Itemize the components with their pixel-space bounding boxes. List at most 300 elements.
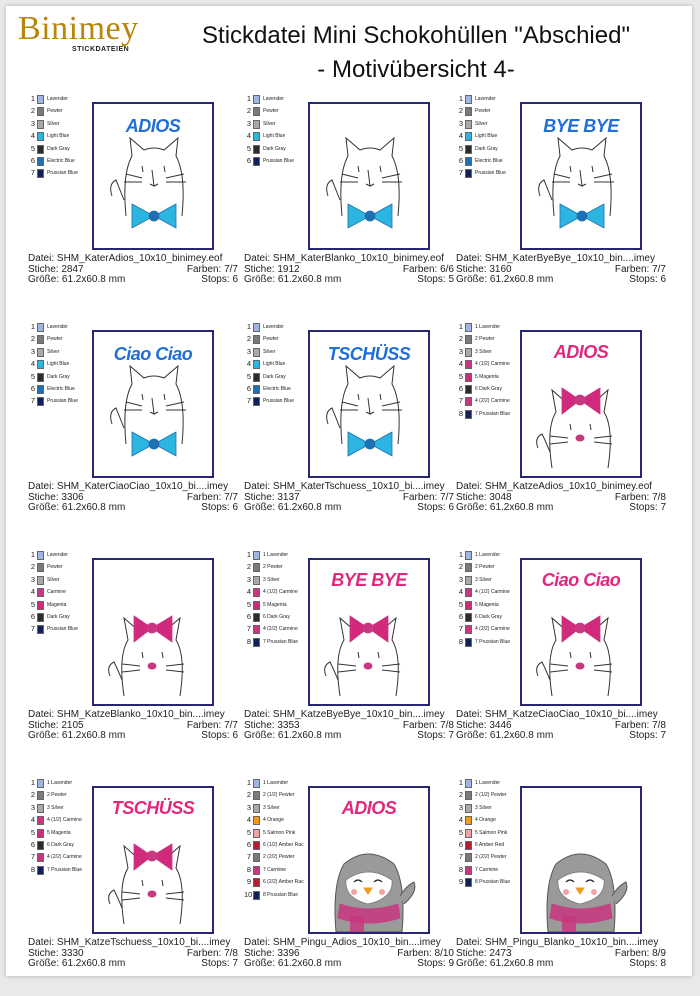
thread-number: 3	[246, 802, 251, 812]
thread-number: 4	[30, 587, 35, 597]
thread-swatch	[465, 348, 472, 357]
info-label: Stops:	[417, 730, 446, 741]
motif-word: TSCHÜSS	[327, 344, 411, 364]
thread-color-row	[244, 877, 314, 889]
thread-number: 2	[30, 562, 35, 572]
thread-name: 7 Carmine	[263, 866, 287, 873]
info-value: SHM_KaterCiaoCiao_10x10_bi....imey	[56, 481, 229, 492]
thread-color-row	[456, 600, 526, 612]
info-value: 61.2x60.8 mm	[489, 958, 554, 969]
thread-color-row	[244, 600, 314, 612]
info-value: 6	[232, 502, 238, 513]
embroidery-preview	[92, 330, 214, 478]
size-line-right	[629, 731, 666, 742]
thread-number: 6	[458, 155, 463, 165]
thread-color-row	[244, 322, 314, 334]
thread-color-row	[456, 94, 526, 106]
thread-number: 7	[246, 396, 251, 406]
thread-name: Electric Blue	[475, 157, 503, 164]
thread-swatch	[253, 335, 260, 344]
info-label: Stiche:	[244, 263, 275, 275]
thread-swatch	[465, 816, 472, 825]
info-value: 7/8	[440, 719, 454, 731]
thread-number: 7	[458, 396, 463, 406]
info-value: 3048	[489, 491, 512, 503]
thread-swatch	[465, 613, 472, 622]
info-value: 7	[660, 730, 666, 741]
thread-color-row	[456, 131, 526, 143]
thread-number: 7	[30, 624, 35, 634]
thread-color-row	[244, 384, 314, 396]
thread-name: Carmine	[47, 589, 66, 596]
design-info	[244, 482, 454, 514]
info-label: Stiche:	[244, 491, 275, 503]
thread-color-row	[28, 865, 98, 877]
thread-name: 7 Carmine	[475, 866, 499, 873]
design-card	[26, 90, 238, 312]
thread-name: Dark Gray	[47, 373, 70, 380]
thread-number: 8	[458, 636, 463, 646]
bow-tie-icon	[348, 204, 392, 228]
info-value: 6	[448, 502, 454, 513]
thread-number: 3	[458, 346, 463, 356]
thread-color-row	[456, 156, 526, 168]
thread-name: 2 Pewter	[263, 564, 283, 571]
thread-number: 2	[246, 790, 251, 800]
embroidery-preview	[308, 330, 430, 478]
thread-swatch	[253, 551, 260, 560]
design-card	[242, 774, 454, 996]
thread-name: 3 Silver	[263, 576, 280, 583]
thread-color-row	[456, 322, 526, 334]
thread-number: 4	[30, 359, 35, 369]
thread-number: 2	[458, 562, 463, 572]
thread-number: 7	[30, 852, 35, 862]
info-label: Größe:	[456, 730, 488, 741]
thread-name: 8 Prussian Blue	[263, 891, 299, 898]
thread-number: 1	[458, 322, 463, 331]
thread-swatch	[37, 385, 44, 394]
thread-name: 1 Lavender	[475, 780, 501, 786]
thread-name: 4 (2/2) Carmine	[263, 626, 298, 633]
thread-name: 4 (1/2) Carmine	[475, 361, 510, 368]
thread-name: Lavender	[47, 324, 68, 330]
thread-swatch	[37, 816, 44, 825]
thread-color-row	[456, 877, 526, 889]
thread-name: Pewter	[263, 336, 279, 343]
thread-name: 4 (2/2) Carmine	[475, 626, 510, 633]
motif-word: BYE BYE	[543, 116, 619, 136]
thread-swatch	[465, 625, 472, 634]
thread-name: 7 Prussian Blue	[47, 866, 83, 873]
size-line-right	[629, 503, 666, 514]
thread-swatch	[37, 107, 44, 116]
motif-word: ADIOS	[553, 342, 609, 362]
thread-name: 1 Lavender	[263, 552, 289, 558]
thread-name: Pewter	[263, 108, 279, 115]
design-card	[454, 90, 666, 312]
thread-number: 2	[30, 334, 35, 344]
thread-swatch	[37, 588, 44, 597]
thread-number: 6	[30, 155, 35, 165]
design-info	[28, 710, 238, 742]
thread-swatch	[253, 853, 260, 862]
info-value: 7/7	[652, 263, 666, 275]
size-line-left	[244, 275, 341, 286]
info-value: 2473	[489, 947, 512, 959]
thread-number: 3	[246, 346, 251, 356]
motif-drawing	[310, 104, 428, 248]
thread-name: 7 Prussian Blue	[475, 410, 511, 417]
thread-number: 1	[458, 778, 463, 787]
thread-swatch	[253, 891, 260, 900]
thread-name: 1 Lavender	[263, 780, 289, 786]
thread-color-row	[28, 587, 98, 599]
design-card	[26, 318, 238, 540]
thread-number: 3	[30, 574, 35, 584]
size-line	[456, 275, 666, 286]
thread-color-list	[456, 322, 526, 421]
thread-name: Prussian Blue	[47, 398, 78, 405]
thread-name: Silver	[47, 576, 60, 583]
thread-swatch	[465, 145, 472, 154]
thread-color-row	[456, 106, 526, 118]
thread-color-row	[28, 94, 98, 106]
thread-number: 3	[30, 346, 35, 356]
thread-swatch	[465, 853, 472, 862]
thread-swatch	[465, 132, 472, 141]
info-value: 3396	[277, 947, 300, 959]
info-value: 7/7	[224, 263, 238, 275]
thread-swatch	[37, 829, 44, 838]
thread-swatch	[465, 563, 472, 572]
info-value: 3446	[489, 719, 512, 731]
thread-name: Dark Gray	[263, 373, 286, 380]
thread-name: 6 (1/2) Amber Rac	[263, 841, 304, 848]
thread-number: 5	[246, 371, 251, 381]
thread-swatch	[465, 397, 472, 406]
thread-name: 2 Pewter	[475, 336, 495, 343]
thread-name: 3 Silver	[475, 804, 492, 811]
thread-color-row	[456, 852, 526, 864]
info-label: Stops:	[417, 502, 446, 513]
size-line-right	[417, 731, 454, 742]
thread-number: 4	[246, 587, 251, 597]
thread-swatch	[37, 613, 44, 622]
info-value: SHM_Pingu_Adios_10x10_bin....imey	[272, 937, 441, 948]
info-value: 61.2x60.8 mm	[61, 502, 126, 513]
motif-word: ADIOS	[341, 798, 397, 818]
info-value: 7	[448, 730, 454, 741]
embroidery-preview	[520, 102, 642, 250]
info-label: Stiche:	[28, 719, 59, 731]
thread-swatch	[37, 576, 44, 585]
thread-number: 6	[246, 155, 251, 165]
thread-color-row	[28, 778, 98, 790]
info-value: 8	[660, 958, 666, 969]
thread-color-row	[244, 790, 314, 802]
size-line-left	[28, 503, 125, 514]
thread-swatch	[465, 107, 472, 116]
thread-name: 4 (2/2) Carmine	[47, 854, 82, 861]
thread-name: 6 Dark Gray	[47, 841, 74, 848]
thread-name: Light Blue	[475, 133, 498, 140]
thread-color-row	[456, 815, 526, 827]
thread-color-row	[244, 372, 314, 384]
thread-number: 6	[246, 611, 251, 621]
info-value: 6	[232, 730, 238, 741]
thread-number: 7	[458, 852, 463, 862]
thread-color-list	[244, 94, 314, 168]
thread-swatch	[465, 601, 472, 610]
thread-swatch	[253, 613, 260, 622]
thread-number: 6	[458, 611, 463, 621]
info-value: 3353	[277, 719, 300, 731]
thread-number: 3	[30, 802, 35, 812]
info-value: 61.2x60.8 mm	[489, 274, 554, 285]
thread-swatch	[37, 791, 44, 800]
thread-color-row	[28, 168, 98, 180]
thread-color-list	[28, 94, 98, 181]
info-label: Größe:	[28, 502, 60, 513]
thread-color-row	[244, 612, 314, 624]
thread-color-list	[244, 550, 314, 649]
thread-name: Prussian Blue	[475, 170, 506, 177]
info-value: SHM_KatzeTschuess_10x10_bi....imey	[56, 937, 231, 948]
thread-number: 9	[246, 877, 251, 887]
info-label: Stops:	[201, 274, 230, 285]
thread-swatch	[253, 841, 260, 850]
info-label: Farben:	[186, 947, 222, 959]
thread-name: 2 Pewter	[475, 564, 495, 571]
size-line	[28, 731, 238, 742]
thread-swatch	[253, 601, 260, 610]
thread-swatch	[465, 866, 472, 875]
size-line-right	[201, 503, 238, 514]
info-label: Stops:	[629, 730, 658, 741]
embroidery-preview	[92, 102, 214, 250]
thread-number: 1	[246, 778, 251, 787]
thread-name: Light Blue	[47, 361, 70, 368]
thread-color-list	[28, 778, 98, 877]
thread-color-row	[456, 409, 526, 421]
thread-color-row	[28, 575, 98, 587]
info-value: SHM_KaterTschuess_10x10_bi....imey	[272, 481, 445, 492]
thread-swatch	[37, 95, 44, 104]
thread-name: 6 (2/2) Amber Rac	[263, 879, 304, 886]
thread-number: 6	[246, 383, 251, 393]
thread-color-row	[28, 562, 98, 574]
thread-swatch	[465, 95, 472, 104]
thread-swatch	[253, 132, 260, 141]
thread-color-row	[244, 144, 314, 156]
design-card	[26, 546, 238, 768]
info-value: 7/7	[224, 491, 238, 503]
thread-color-row	[28, 372, 98, 384]
info-label: Stiche:	[456, 491, 487, 503]
thread-swatch	[465, 576, 472, 585]
thread-swatch	[37, 804, 44, 813]
info-label: Stops:	[201, 958, 230, 969]
embroidery-preview	[520, 786, 642, 934]
info-label: Farben:	[186, 263, 222, 275]
info-label: Größe:	[456, 274, 488, 285]
info-value: SHM_KatzeBlanko_10x10_bin....imey	[56, 709, 225, 720]
thread-name: 1 Lavender	[475, 324, 501, 330]
hair-bow-icon	[350, 616, 388, 642]
info-label: Datei:	[28, 937, 55, 948]
thread-number: 7	[30, 168, 35, 178]
thread-number: 4	[246, 815, 251, 825]
thread-swatch	[253, 360, 260, 369]
thread-number: 5	[246, 599, 251, 609]
thread-swatch	[253, 638, 260, 647]
thread-name: 1 Lavender	[47, 780, 73, 786]
size-line-left	[456, 959, 553, 970]
thread-color-row	[456, 359, 526, 371]
thread-name: Silver	[263, 120, 276, 127]
info-value: 2105	[61, 719, 84, 731]
thread-swatch	[465, 841, 472, 850]
info-label: Stiche:	[456, 947, 487, 959]
thread-color-row	[244, 94, 314, 106]
thread-swatch	[37, 145, 44, 154]
thread-name: 5 Magenta	[475, 601, 499, 608]
thread-name: 2 Pewter	[47, 792, 67, 799]
size-line-right	[417, 959, 454, 970]
info-value: 7/8	[652, 719, 666, 731]
thread-name: Silver	[475, 120, 488, 127]
thread-color-row	[244, 347, 314, 359]
thread-color-row	[456, 384, 526, 396]
info-label: Datei:	[456, 937, 483, 948]
thread-name: 4 Orange	[263, 817, 284, 824]
thread-number: 5	[30, 371, 35, 381]
thread-color-row	[28, 156, 98, 168]
thread-color-row	[456, 334, 526, 346]
thread-number: 5	[458, 371, 463, 381]
thread-number: 6	[458, 839, 463, 849]
thread-color-row	[456, 840, 526, 852]
thread-swatch	[465, 385, 472, 394]
bow-tie-icon	[560, 204, 604, 228]
hair-bow-icon	[134, 844, 172, 870]
thread-color-row	[456, 803, 526, 815]
design-info	[244, 938, 454, 970]
thread-color-row	[244, 865, 314, 877]
thread-color-row	[244, 396, 314, 408]
thread-color-list	[244, 322, 314, 409]
thread-color-row	[456, 550, 526, 562]
motif-word: TSCHÜSS	[111, 798, 195, 818]
thread-color-row	[28, 840, 98, 852]
embroidery-preview	[520, 558, 642, 706]
thread-swatch	[37, 625, 44, 634]
info-label: Datei:	[244, 709, 271, 720]
thread-swatch	[253, 588, 260, 597]
thread-name: 6 Dark Gray	[475, 613, 502, 620]
thread-color-row	[456, 778, 526, 790]
thread-number: 7	[30, 396, 35, 406]
thread-color-row	[456, 396, 526, 408]
thread-number: 2	[30, 790, 35, 800]
thread-name: 5 Magenta	[47, 829, 71, 836]
thread-name: Pewter	[47, 564, 63, 571]
thread-name: Prussian Blue	[47, 170, 78, 177]
size-line	[28, 959, 238, 970]
thread-name: 2 (2/2) Pewter	[475, 854, 507, 861]
thread-color-row	[456, 372, 526, 384]
thread-name: 5 Magenta	[263, 601, 287, 608]
thread-number: 9	[458, 877, 463, 887]
thread-name: Lavender	[475, 96, 496, 102]
thread-swatch	[37, 157, 44, 166]
thread-number: 10	[244, 889, 253, 899]
thread-color-row	[28, 131, 98, 143]
info-value: 5	[448, 274, 454, 285]
thread-swatch	[465, 829, 472, 838]
info-label: Stops:	[201, 502, 230, 513]
thread-swatch	[37, 373, 44, 382]
thread-swatch	[37, 323, 44, 332]
info-value: 61.2x60.8 mm	[61, 958, 126, 969]
info-label: Größe:	[28, 730, 60, 741]
size-line-right	[201, 959, 238, 970]
thread-swatch	[465, 551, 472, 560]
thread-number: 7	[246, 624, 251, 634]
thread-name: 5 Salmon Pink	[475, 829, 508, 836]
thread-name: Prussian Blue	[47, 626, 78, 633]
info-value: 6	[232, 274, 238, 285]
motif-word: Ciao Ciao	[541, 570, 621, 590]
thread-color-row	[244, 587, 314, 599]
thread-name: Lavender	[263, 96, 284, 102]
thread-number: 6	[30, 611, 35, 621]
thread-number: 5	[458, 599, 463, 609]
thread-name: 8 Prussian Blue	[475, 879, 511, 886]
thread-color-row	[28, 828, 98, 840]
thread-swatch	[37, 779, 44, 788]
info-value: 61.2x60.8 mm	[61, 730, 126, 741]
info-label: Größe:	[244, 958, 276, 969]
thread-name: Lavender	[47, 552, 68, 558]
thread-color-row	[456, 637, 526, 649]
info-label: Datei:	[28, 709, 55, 720]
thread-number: 8	[30, 864, 35, 874]
info-value: 61.2x60.8 mm	[277, 730, 342, 741]
size-line-left	[28, 731, 125, 742]
info-value: 61.2x60.8 mm	[277, 502, 342, 513]
thread-number: 5	[30, 599, 35, 609]
design-card	[242, 318, 454, 540]
thread-swatch	[465, 638, 472, 647]
thread-number: 5	[246, 827, 251, 837]
thread-color-row	[456, 144, 526, 156]
thread-swatch	[465, 323, 472, 332]
design-info	[456, 938, 666, 970]
thread-color-row	[244, 131, 314, 143]
thread-number: 2	[246, 562, 251, 572]
thread-color-row	[28, 790, 98, 802]
thread-color-row	[456, 612, 526, 624]
thread-color-list	[456, 550, 526, 649]
thread-name: Dark Gray	[263, 145, 286, 152]
thread-number: 4	[246, 131, 251, 141]
thread-name: 6 Dark Gray	[263, 613, 290, 620]
thread-name: 7 Prussian Blue	[263, 638, 299, 645]
thread-name: Pewter	[47, 108, 63, 115]
thread-name: Electric Blue	[47, 385, 75, 392]
